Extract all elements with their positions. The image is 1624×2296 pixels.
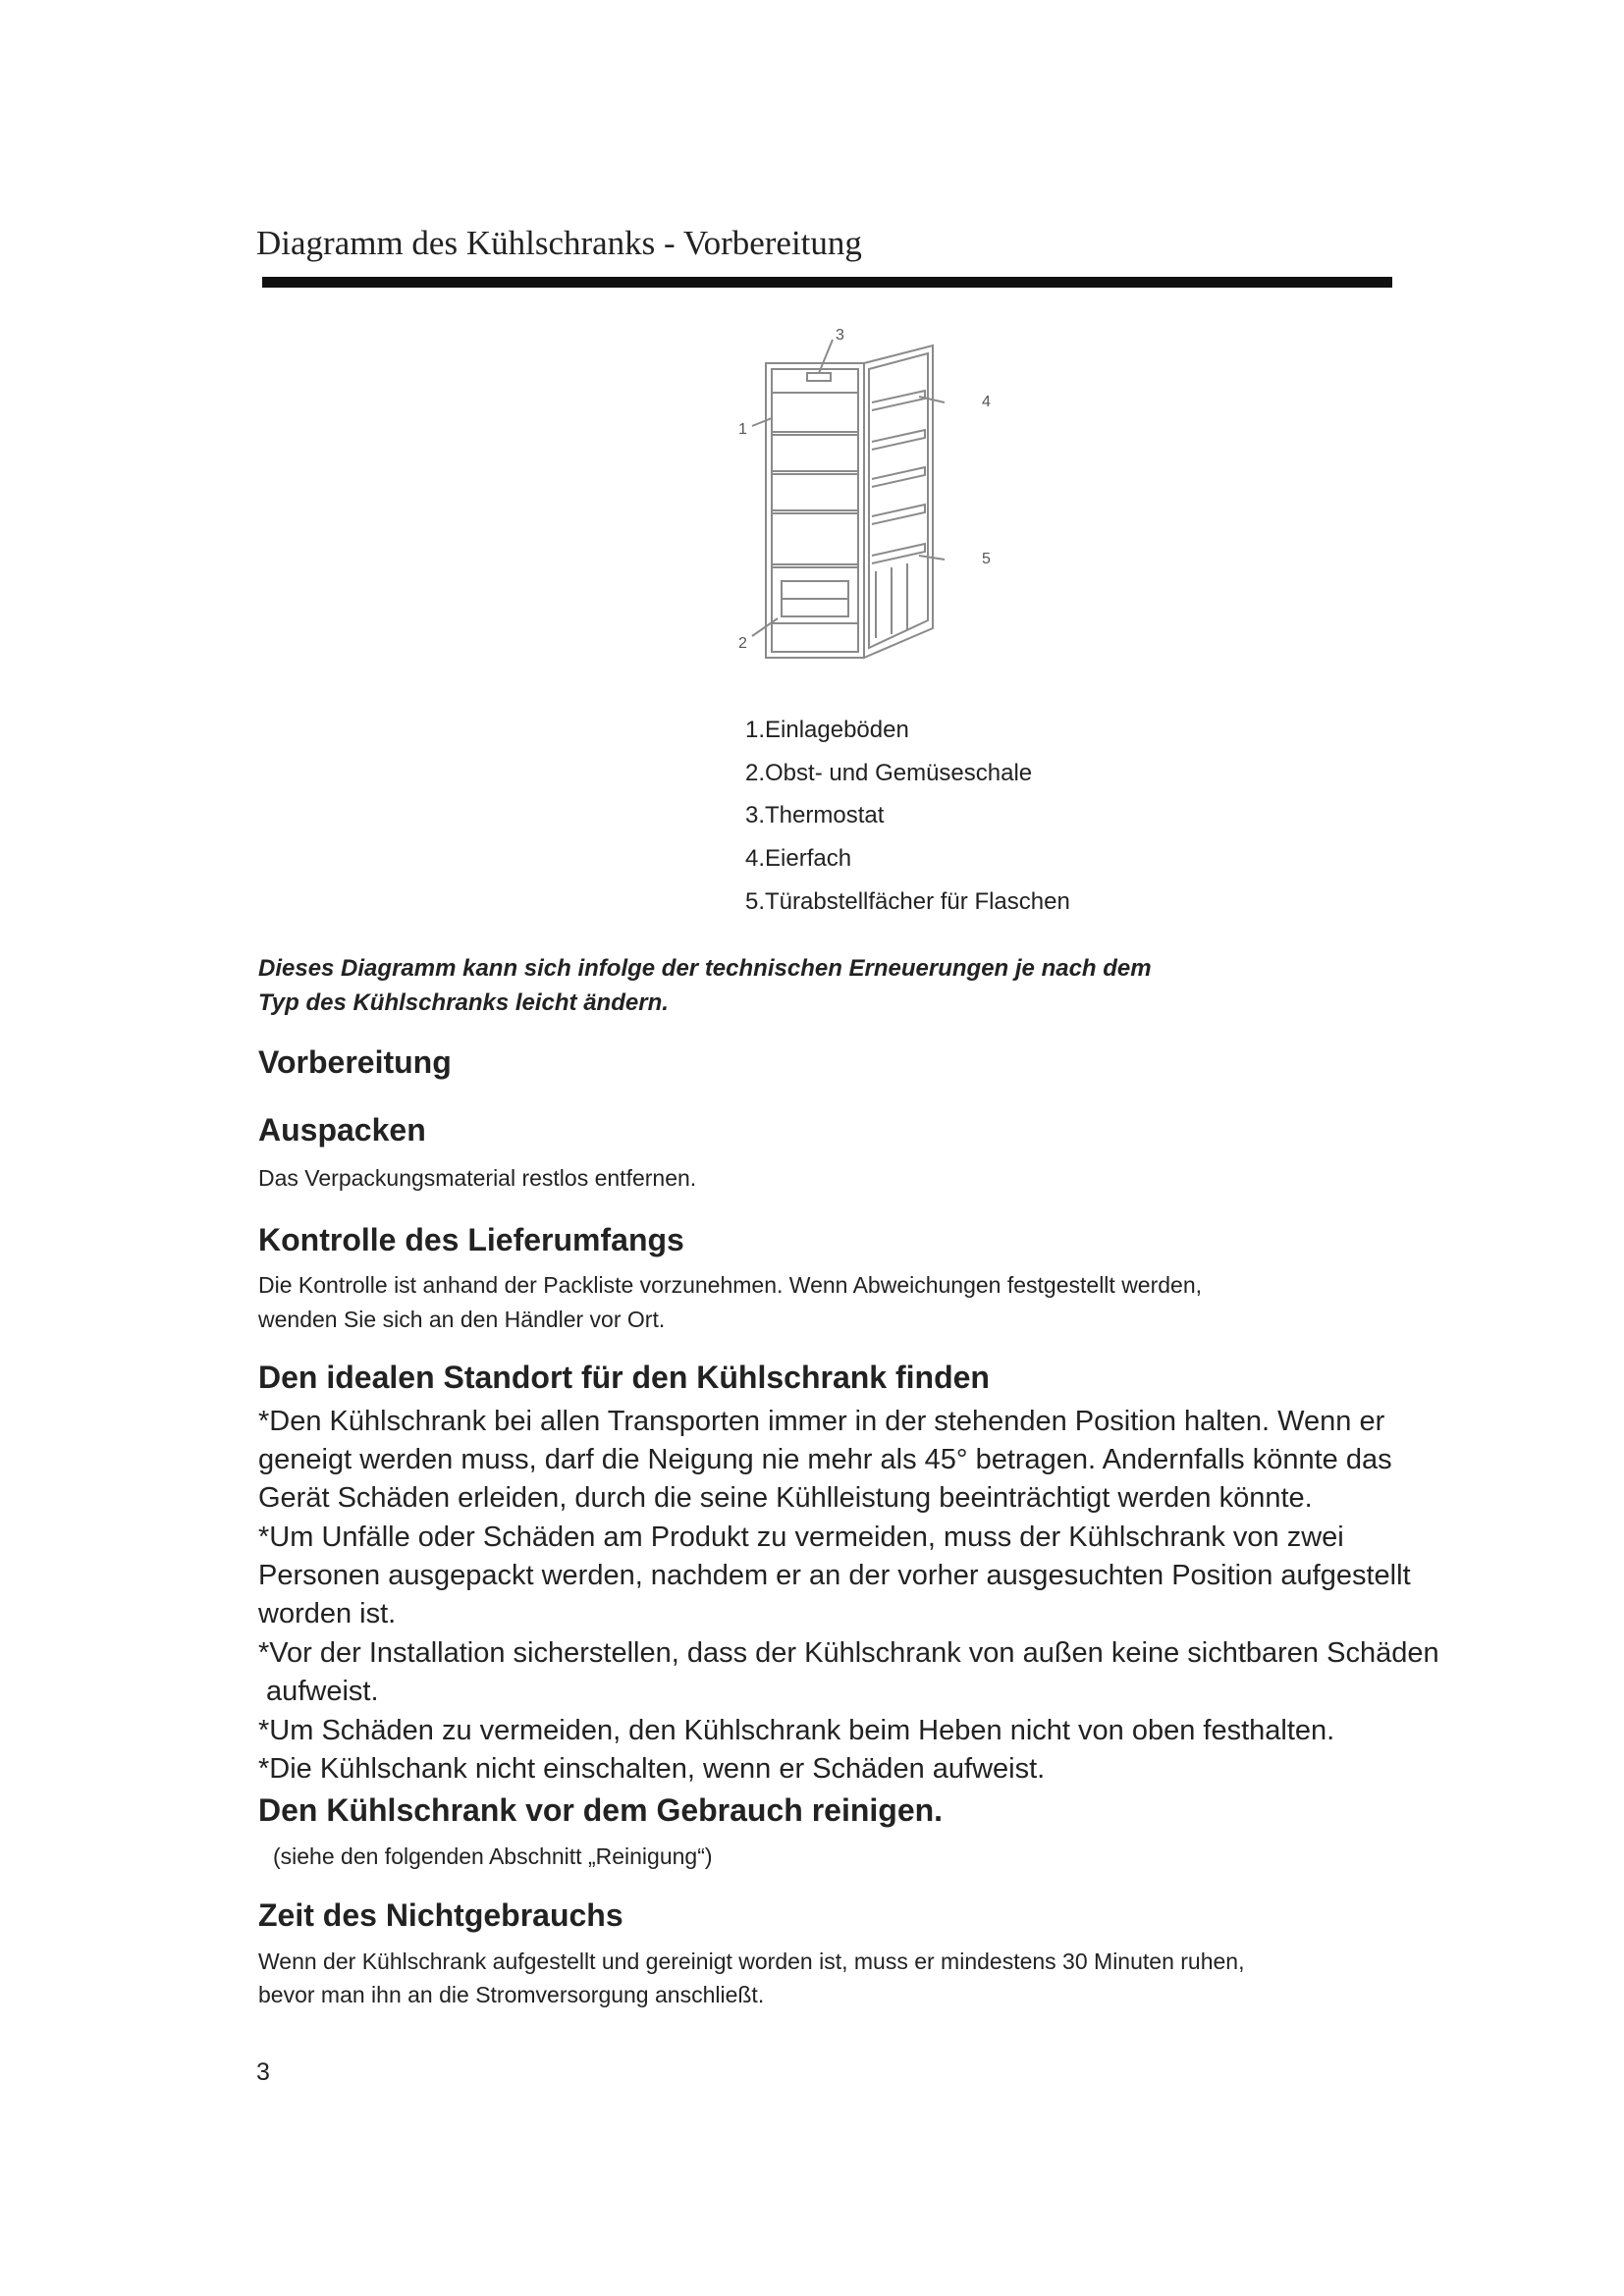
- heading-auspacken: Auspacken: [258, 1112, 426, 1148]
- paragraph-line: *Vor der Installation sicherstellen, dass der Kühlschrank von außen keine sichtbaren Schäden: [258, 1637, 1439, 1669]
- diagram-note-line: Dieses Diagramm kann sich infolge der technischen Erneuerungen je nach dem: [258, 955, 1152, 982]
- paragraph-line: Die Kontrolle ist anhand der Packliste vorzunehmen. Wenn Abweichungen festgestellt werden,: [258, 1272, 1203, 1298]
- bottle-rack-shape: [872, 544, 925, 563]
- legend-item: 3.Thermostat: [745, 802, 885, 828]
- page-number: 3: [256, 2058, 270, 2086]
- paragraph-line: *Die Kühlschank nicht einschalten, wenn er Schäden aufweist.: [258, 1753, 1046, 1785]
- heading-kontrolle: Kontrolle des Lieferumfangs: [258, 1222, 684, 1257]
- paragraph-line: Wenn der Kühlschrank aufgestellt und gereinigt worden ist, muss er mindestens 30 Minuten ruhen,: [258, 1949, 1245, 1974]
- callout-4: 4: [982, 394, 991, 410]
- callout-2: 2: [738, 635, 747, 652]
- paragraph-line: (siehe den folgenden Abschnitt „Reinigung“): [273, 1843, 713, 1869]
- header-rule: [262, 277, 1392, 288]
- paragraph-line: Das Verpackungsmaterial restlos entfernen.: [258, 1165, 697, 1191]
- heading-nichtgebrauch: Zeit des Nichtgebrauchs: [258, 1897, 623, 1933]
- paragraph-line: Gerät Schäden erleiden, durch die seine Kühlleistung beeinträchtigt werden könnte.: [258, 1482, 1313, 1514]
- page-title: Diagramm des Kühlschranks - Vorbereitung: [256, 224, 862, 262]
- legend-item: 4.Eierfach: [745, 845, 852, 872]
- paragraph-line: worden ist.: [258, 1598, 397, 1629]
- legend-item: 1.Einlageböden: [745, 717, 909, 743]
- diagram-note-line: Typ des Kühlschranks leicht ändern.: [258, 989, 669, 1016]
- heading-standort: Den idealen Standort für den Kühlschrank finden: [258, 1360, 990, 1395]
- heading-reinigen: Den Kühlschrank vor dem Gebrauch reinigen.: [258, 1792, 944, 1828]
- paragraph-line: geneigt werden muss, darf die Neigung nie mehr als 45° betragen. Andernfalls könnte das: [258, 1444, 1392, 1475]
- egg-rack-shape: [872, 391, 925, 410]
- paragraph-line: bevor man ihn an die Stromversorgung anschließt.: [258, 1982, 765, 2007]
- legend-item: 2.Obst- und Gemüseschale: [745, 760, 1033, 786]
- paragraph-line: *Um Schäden zu vermeiden, den Kühlschrank beim Heben nicht von oben festhalten.: [258, 1715, 1335, 1746]
- paragraph-line: aufweist.: [258, 1676, 379, 1707]
- paragraph-line: *Um Unfälle oder Schäden am Produkt zu vermeiden, muss der Kühlschrank von zwei: [258, 1522, 1344, 1553]
- paragraph-line: wenden Sie sich an den Händler vor Ort.: [258, 1307, 666, 1332]
- callout-3: 3: [836, 327, 844, 344]
- legend-item: 5.Türabstellfächer für Flaschen: [745, 888, 1070, 915]
- callout-1: 1: [738, 421, 747, 438]
- heading-vorbereitung: Vorbereitung: [258, 1044, 452, 1080]
- fridge-diagram: [725, 324, 1039, 677]
- thermostat-shape: [807, 373, 831, 381]
- paragraph-line: *Den Kühlschrank bei allen Transporten immer in der stehenden Position halten. Wenn er: [258, 1406, 1385, 1437]
- paragraph-line: Personen ausgepackt werden, nachdem er an der vorher ausgesuchten Position aufgestellt: [258, 1560, 1411, 1591]
- callout-5: 5: [982, 551, 991, 567]
- fridge-door: [864, 346, 933, 658]
